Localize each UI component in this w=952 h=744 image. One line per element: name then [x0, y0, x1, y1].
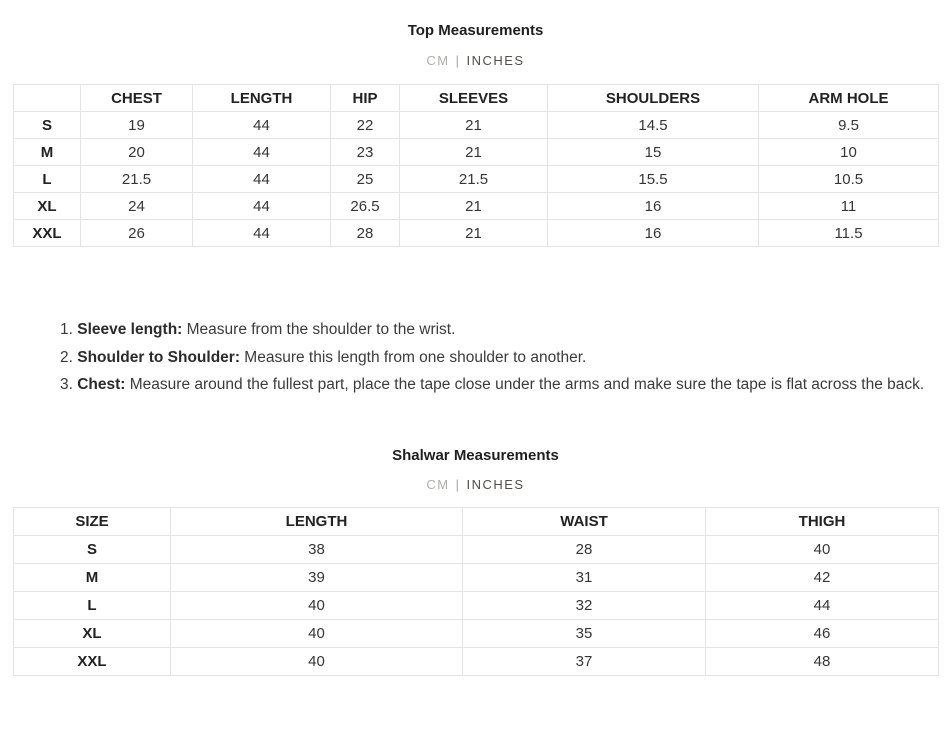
unit-inches-button[interactable]: INCHES — [466, 53, 525, 68]
column-header: THIGH — [706, 507, 939, 535]
column-header — [14, 85, 81, 112]
value-cell: 28 — [331, 220, 400, 247]
value-cell: 39 — [171, 563, 463, 591]
size-cell: S — [14, 535, 171, 563]
top-measurements-title: Top Measurements — [407, 22, 544, 39]
column-header: CHEST — [81, 85, 193, 112]
table-row — [14, 535, 939, 563]
table-row — [14, 112, 939, 139]
value-cell: 24 — [81, 193, 193, 220]
value-cell: 11.5 — [759, 220, 939, 247]
value-cell: 40 — [171, 619, 463, 647]
value-cell: 35 — [463, 619, 706, 647]
value-cell: 25 — [331, 166, 400, 193]
note-text: Measure this length from one shoulder to another. — [239, 348, 587, 366]
value-cell: 9.5 — [759, 112, 939, 139]
value-cell: 15 — [548, 139, 759, 166]
table-row — [14, 220, 939, 247]
table-row — [14, 166, 939, 193]
value-cell: 40 — [171, 591, 463, 619]
note-number: 1. — [60, 321, 78, 338]
unit-separator: | — [455, 53, 461, 68]
value-cell: 38 — [171, 535, 463, 563]
column-header: SLEEVES — [400, 85, 548, 112]
value-cell: 46 — [706, 619, 939, 647]
size-cell: XL — [14, 619, 171, 647]
column-header: SIZE — [14, 507, 171, 535]
table-row — [14, 563, 939, 591]
column-header: HIP — [331, 85, 400, 112]
note-number: 2. — [60, 348, 78, 366]
size-cell: M — [14, 563, 171, 591]
unit-toggle-top — [13, 52, 938, 70]
note-item — [60, 371, 928, 399]
value-cell: 32 — [463, 591, 706, 619]
value-cell: 21 — [400, 193, 548, 220]
value-cell: 42 — [706, 563, 939, 591]
column-header: LENGTH — [171, 507, 463, 535]
unit-toggle-shalwar — [13, 476, 938, 494]
value-cell: 40 — [706, 535, 939, 563]
table-row — [14, 193, 939, 220]
table-row — [14, 139, 939, 166]
top-measurements-table — [13, 84, 939, 247]
value-cell: 44 — [193, 112, 331, 139]
size-cell: XL — [14, 193, 81, 220]
value-cell: 21 — [400, 139, 548, 166]
unit-inches-button[interactable]: INCHES — [466, 476, 525, 492]
value-cell: 40 — [171, 647, 463, 675]
unit-separator: | — [455, 476, 461, 492]
table-row — [14, 591, 939, 619]
note-text: Measure from the shoulder to the wrist. — [182, 321, 456, 338]
value-cell: 44 — [193, 193, 331, 220]
table-header-row — [14, 85, 939, 112]
table-row — [14, 619, 939, 647]
value-cell: 16 — [548, 193, 759, 220]
size-cell: S — [14, 112, 81, 139]
note-label: Chest: — [77, 376, 126, 393]
value-cell: 48 — [706, 647, 939, 675]
note-item — [60, 344, 928, 372]
column-header: LENGTH — [193, 85, 331, 112]
size-cell: XXL — [14, 220, 81, 247]
size-cell: L — [14, 591, 171, 619]
value-cell: 14.5 — [548, 112, 759, 139]
size-chart-content — [13, 0, 938, 676]
value-cell: 21.5 — [81, 166, 193, 193]
shalwar-measurements-table — [13, 507, 939, 676]
value-cell: 44 — [193, 166, 331, 193]
value-cell: 10 — [759, 139, 939, 166]
value-cell: 22 — [331, 112, 400, 139]
value-cell: 15.5 — [548, 166, 759, 193]
value-cell: 31 — [463, 563, 706, 591]
value-cell: 10.5 — [759, 166, 939, 193]
column-header: ARM HOLE — [759, 85, 939, 112]
note-label: Shoulder to Shoulder: — [77, 348, 240, 366]
value-cell: 37 — [463, 647, 706, 675]
note-number: 3. — [60, 376, 78, 393]
value-cell: 26 — [81, 220, 193, 247]
value-cell: 26.5 — [331, 193, 400, 220]
unit-cm-button[interactable]: CM — [426, 53, 450, 68]
note-text: Measure around the fullest part, place the tape close under the arms and make sure the tape is flat across the back. — [125, 376, 925, 393]
value-cell: 11 — [759, 193, 939, 220]
value-cell: 21 — [400, 112, 548, 139]
value-cell: 23 — [331, 139, 400, 166]
value-cell: 28 — [463, 535, 706, 563]
note-label: Sleeve length: — [77, 321, 183, 338]
value-cell: 44 — [193, 220, 331, 247]
value-cell: 44 — [706, 591, 939, 619]
value-cell: 19 — [81, 112, 193, 139]
value-cell: 16 — [548, 220, 759, 247]
unit-cm-button[interactable]: CM — [426, 476, 450, 492]
value-cell: 21.5 — [400, 166, 548, 193]
measurement-notes — [60, 316, 928, 399]
value-cell: 44 — [193, 139, 331, 166]
size-cell: M — [14, 139, 81, 166]
size-cell: XXL — [14, 647, 171, 675]
table-row — [14, 647, 939, 675]
column-header: WAIST — [463, 507, 706, 535]
shalwar-measurements-title: Shalwar Measurements — [392, 446, 559, 464]
table-header-row — [14, 507, 939, 535]
value-cell: 20 — [81, 139, 193, 166]
value-cell: 21 — [400, 220, 548, 247]
note-item — [60, 316, 928, 344]
size-cell: L — [14, 166, 81, 193]
column-header: SHOULDERS — [548, 85, 759, 112]
